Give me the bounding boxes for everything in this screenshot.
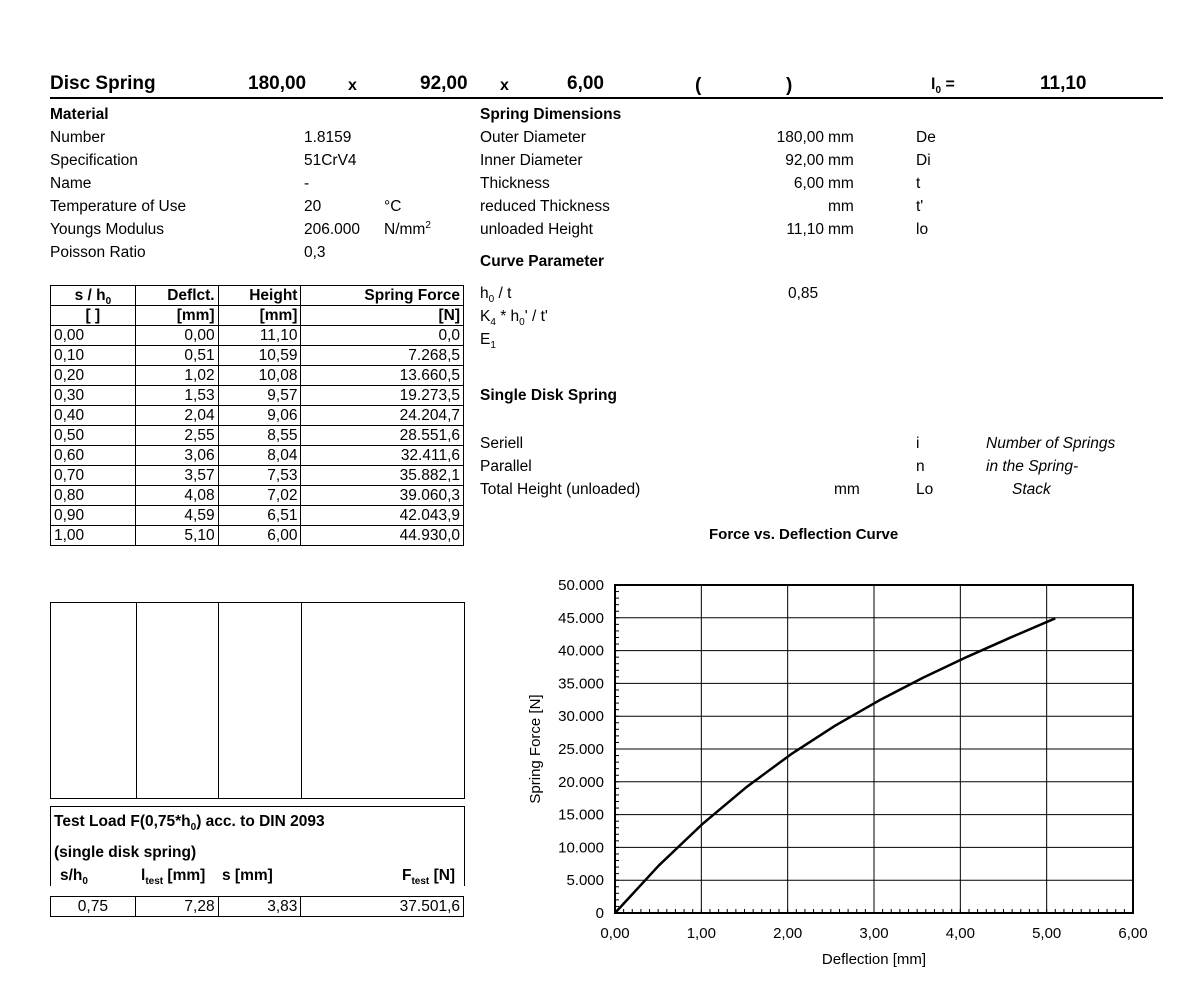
table-row — [51, 526, 464, 546]
dim-thickness-sym: t — [916, 175, 921, 192]
cell-s-h0: 0,80 — [51, 486, 136, 506]
cell-spring-force: 39.060,3 — [301, 486, 464, 506]
cell-deflection: 2,55 — [135, 426, 218, 446]
y-tick-label: 40.000 — [558, 642, 604, 660]
col-height-unit: [mm] — [218, 306, 301, 326]
test-s-h0-value: 0,75 — [51, 897, 136, 917]
material-spec-label: Specification — [50, 152, 138, 169]
x-tick-label: 3,00 — [859, 925, 889, 942]
material-name-label: Name — [50, 175, 92, 192]
test-s-value: 3,83 — [218, 897, 301, 917]
x-tick-label: 0,00 — [600, 925, 630, 942]
cell-spring-force: 28.551,6 — [301, 426, 464, 446]
single-total-unit: mm — [834, 481, 860, 498]
table-row — [51, 466, 464, 486]
test-load-subtitle: (single disk spring) — [54, 844, 197, 861]
cell-spring-force: 35.882,1 — [301, 466, 464, 486]
cell-s-h0: 0,30 — [51, 386, 136, 406]
y-tick-label: 35.000 — [558, 675, 604, 693]
dim-outer-value: 180,00 — [776, 129, 824, 146]
cell-deflection: 4,08 — [135, 486, 218, 506]
cell-spring-force: 19.273,5 — [301, 386, 464, 406]
material-number-label: Number — [50, 129, 106, 146]
header-l0-value: 11,10 — [1040, 73, 1087, 94]
header-outer-diameter: 180,00 — [248, 73, 307, 94]
dim-reduced-label: reduced Thickness — [480, 198, 610, 215]
cell-s-h0: 0,40 — [51, 406, 136, 426]
cell-deflection: 5,10 — [135, 526, 218, 546]
y-tick-label: 5.000 — [566, 872, 604, 890]
y-tick-label: 50.000 — [558, 577, 604, 594]
plot-frame — [615, 585, 1133, 913]
cell-spring-force: 13.660,5 — [301, 366, 464, 386]
single-seriell-label: Seriell — [480, 435, 524, 452]
table-row — [51, 506, 464, 526]
curve-k4-label: $K_4 * h_0'$ / t' — [480, 308, 548, 329]
y-tick-label: 10.000 — [558, 839, 604, 857]
material-youngs-label: Youngs Modulus — [50, 221, 165, 238]
header-paren-open: ( — [695, 75, 702, 96]
table-unit-row — [51, 306, 464, 326]
curve-e1-label: $E_1$ — [480, 331, 496, 352]
x-tick-label: 2,00 — [773, 925, 803, 942]
header-inner-diameter: 92,00 — [420, 73, 468, 94]
test-load-title: Test Load $F(0,75*h_0)$ acc. to DIN 2093 — [54, 813, 325, 834]
dim-inner-value: 92,00 — [785, 152, 824, 169]
header-times-1: x — [348, 77, 357, 94]
table-row — [51, 386, 464, 406]
cell-deflection: 2,04 — [135, 406, 218, 426]
col-s-h0-unit: [ ] — [51, 306, 136, 326]
cell-spring-force: 32.411,6 — [301, 446, 464, 466]
col-force-header: Spring Force — [301, 286, 464, 306]
cell-deflection: 0,51 — [135, 346, 218, 366]
cell-s-h0: 0,60 — [51, 446, 136, 466]
dim-height-label: unloaded Height — [480, 221, 593, 238]
cell-height: 7,53 — [218, 466, 301, 486]
col-deflection-header: Deflct. — [135, 286, 218, 306]
cell-height: 7,02 — [218, 486, 301, 506]
table-row — [51, 326, 464, 346]
test-value-row — [51, 897, 464, 917]
curve-h0t-label: $h_0$ / t — [480, 285, 512, 306]
cell-s-h0: 0,00 — [51, 326, 136, 346]
empty-table-area — [50, 602, 465, 799]
test-col-s: s [mm] — [222, 867, 273, 884]
spring-title: Disc Spring — [50, 73, 156, 94]
cell-height: 10,59 — [218, 346, 301, 366]
dim-thickness-label: Thickness — [480, 175, 550, 192]
cell-height: 6,00 — [218, 526, 301, 546]
cell-deflection: 0,00 — [135, 326, 218, 346]
y-axis-label: Spring Force [N] — [527, 694, 544, 804]
y-tick-label: 30.000 — [558, 708, 604, 726]
dim-inner-label: Inner Diameter — [480, 152, 583, 169]
x-tick-label: 6,00 — [1118, 925, 1148, 942]
x-tick-label: 1,00 — [686, 925, 716, 942]
single-title: Single Disk Spring — [480, 387, 617, 404]
col-height-header: Height — [218, 286, 301, 306]
table-row — [51, 446, 464, 466]
test-ftest-value: 37.501,6 — [301, 897, 464, 917]
material-youngs-unit: $N/mm^2$ — [384, 219, 431, 238]
test-col-ftest: $F_{test}$ [N] — [402, 867, 456, 888]
col-force-unit: [N] — [301, 306, 464, 326]
cell-height: 9,06 — [218, 406, 301, 426]
cell-spring-force: 24.204,7 — [301, 406, 464, 426]
cell-height: 6,51 — [218, 506, 301, 526]
single-parallel-label: Parallel — [480, 458, 532, 475]
cell-s-h0: 1,00 — [51, 526, 136, 546]
header-paren-close: ) — [786, 75, 793, 96]
curve-h0t-value: 0,85 — [788, 285, 819, 302]
material-temp-unit: °C — [384, 198, 402, 215]
dim-outer-label: Outer Diameter — [480, 129, 586, 146]
cell-deflection: 3,06 — [135, 446, 218, 466]
force-curve-line — [615, 618, 1055, 913]
single-note-1: Number of Springs — [986, 435, 1116, 452]
y-tick-label: 25.000 — [558, 741, 604, 758]
single-seriell-sym: i — [916, 435, 920, 452]
table-row — [51, 346, 464, 366]
cell-spring-force: 0,0 — [301, 326, 464, 346]
dim-outer-sym: De — [916, 129, 936, 146]
table-row — [51, 406, 464, 426]
cell-height: 8,55 — [218, 426, 301, 446]
cell-deflection: 1,02 — [135, 366, 218, 386]
material-title: Material — [50, 106, 109, 123]
single-parallel-sym: n — [916, 458, 925, 475]
dim-thickness-unit: mm — [828, 175, 854, 192]
header-l0-label: $l_0$ = — [931, 76, 955, 97]
dim-height-sym: lo — [916, 221, 929, 238]
single-note-2: in the Spring- — [986, 458, 1079, 475]
empty-divider-3 — [301, 603, 302, 798]
header-thickness: 6,00 — [567, 73, 604, 94]
cell-height: 9,57 — [218, 386, 301, 406]
material-temp-label: Temperature of Use — [50, 198, 187, 215]
cell-height: 11,10 — [218, 326, 301, 346]
cell-deflection: 4,59 — [135, 506, 218, 526]
chart-title: Force vs. Deflection Curve — [709, 526, 899, 543]
test-ltest-value: 7,28 — [135, 897, 218, 917]
dim-reduced-sym: t' — [916, 198, 924, 215]
curve-param-title: Curve Parameter — [480, 253, 605, 270]
cell-deflection: 3,57 — [135, 466, 218, 486]
x-tick-label: 4,00 — [945, 925, 975, 942]
material-youngs-value: 206.000 — [304, 221, 361, 238]
cell-deflection: 1,53 — [135, 386, 218, 406]
y-tick-label: 20.000 — [558, 773, 604, 791]
test-col-ltest: $l_{test}$ [mm] — [141, 867, 206, 888]
cell-s-h0: 0,50 — [51, 426, 136, 446]
y-tick-label: 15.000 — [558, 806, 604, 824]
x-tick-label: 5,00 — [1032, 925, 1062, 942]
cell-height: 10,08 — [218, 366, 301, 386]
dim-inner-sym: Di — [916, 152, 931, 169]
material-number-value: 1.8159 — [304, 129, 352, 146]
material-poisson-value: 0,3 — [304, 244, 326, 261]
dim-thickness-value: 6,00 — [793, 175, 824, 192]
y-tick-label: 0 — [595, 905, 604, 922]
cell-spring-force: 42.043,9 — [301, 506, 464, 526]
cell-s-h0: 0,70 — [51, 466, 136, 486]
cell-spring-force: 7.268,5 — [301, 346, 464, 366]
dim-height-unit: mm — [828, 221, 854, 238]
header-rule — [50, 97, 1163, 99]
material-spec-value: 51CrV4 — [304, 152, 357, 169]
table-row — [51, 366, 464, 386]
test-col-s-h0: $s/h_0$ — [60, 867, 88, 888]
dim-inner-unit: mm — [828, 152, 854, 169]
cell-s-h0: 0,20 — [51, 366, 136, 386]
cell-height: 8,04 — [218, 446, 301, 466]
empty-divider-1 — [136, 603, 137, 798]
cell-s-h0: 0,10 — [51, 346, 136, 366]
cell-spring-force: 44.930,0 — [301, 526, 464, 546]
table-header-row — [51, 286, 464, 306]
material-temp-value: 20 — [304, 198, 322, 215]
empty-divider-2 — [218, 603, 219, 798]
y-tick-label: 45.000 — [558, 609, 604, 627]
table-row — [51, 486, 464, 506]
dim-height-value: 11,10 — [786, 221, 824, 238]
dimensions-title: Spring Dimensions — [480, 106, 622, 123]
col-s-h0-header: s / $h_0$ — [51, 286, 136, 306]
material-name-value: - — [304, 175, 310, 192]
material-poisson-label: Poisson Ratio — [50, 244, 146, 261]
header-times-2: x — [500, 77, 509, 94]
cell-s-h0: 0,90 — [51, 506, 136, 526]
col-deflection-unit: [mm] — [135, 306, 218, 326]
test-load-table — [50, 896, 464, 917]
single-note-3: Stack — [1012, 481, 1051, 498]
dim-outer-unit: mm — [828, 129, 854, 146]
deflection-table — [50, 285, 464, 546]
table-row — [51, 426, 464, 446]
dim-reduced-unit: mm — [828, 198, 854, 215]
x-axis-label: Deflection [mm] — [821, 951, 927, 968]
single-total-sym: Lo — [916, 481, 934, 498]
single-total-label: Total Height (unloaded) — [480, 481, 641, 498]
